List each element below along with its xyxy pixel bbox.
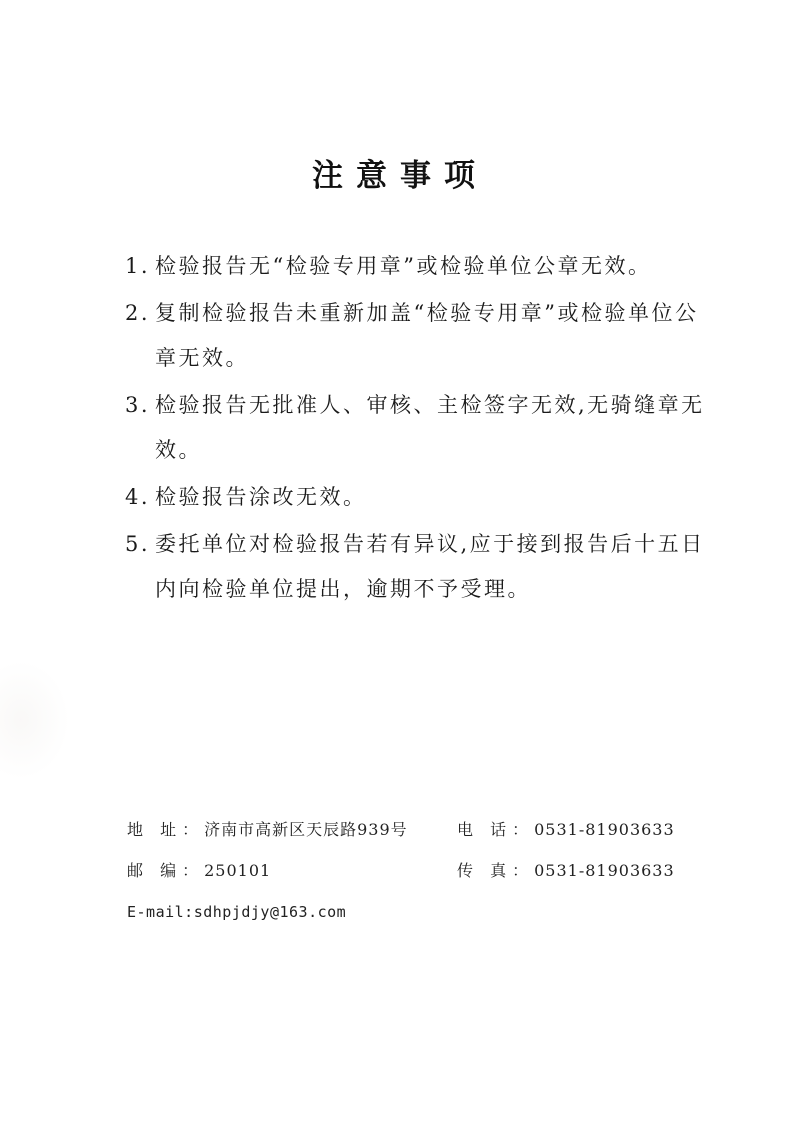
postcode-info	[127, 853, 271, 889]
contact-footer	[127, 812, 687, 935]
email-text: E-mail:sdhpjdjy@163.com	[127, 903, 347, 921]
address-label: 地 址：	[127, 820, 205, 839]
notes-list	[125, 244, 725, 614]
fax-value: 0531-81903633	[534, 861, 675, 880]
note-item	[125, 244, 725, 289]
note-number: 1.	[125, 254, 151, 278]
note-text: 检验报告涂改无效。	[155, 485, 367, 509]
note-text: 委托单位对检验报告若有异议,应于接到报告后十五日内向检验单位提出，逾期不予受理。	[155, 532, 705, 601]
note-text: 检验报告无批准人、审核、主检签字无效,无骑缝章无效。	[155, 393, 705, 462]
postcode-label: 邮 编：	[127, 861, 205, 880]
note-text: 检验报告无“检验专用章”或检验单位公章无效。	[155, 254, 652, 278]
note-item	[125, 522, 725, 612]
note-number: 2.	[125, 301, 151, 325]
phone-label: 电 话：	[457, 820, 535, 839]
note-item	[125, 383, 725, 473]
phone-value: 0531-81903633	[534, 820, 675, 839]
paper-smudge	[0, 660, 70, 780]
note-number: 3.	[125, 393, 151, 417]
postcode-value: 250101	[204, 861, 272, 880]
note-item	[125, 291, 725, 381]
address-info	[127, 812, 408, 848]
fax-label: 传 真：	[457, 861, 535, 880]
fax-info	[457, 853, 675, 889]
page-title: 注意事项	[312, 158, 488, 194]
note-number: 5.	[125, 532, 151, 556]
footer-row-address	[127, 812, 687, 853]
footer-row-postcode	[127, 853, 687, 894]
note-number: 4.	[125, 485, 151, 509]
address-value: 济南市高新区天辰路939号	[204, 820, 408, 839]
footer-row-email	[127, 894, 687, 935]
phone-info	[457, 812, 675, 848]
note-text: 复制检验报告未重新加盖“检验专用章”或检验单位公章无效。	[155, 301, 699, 370]
note-item	[125, 475, 725, 520]
